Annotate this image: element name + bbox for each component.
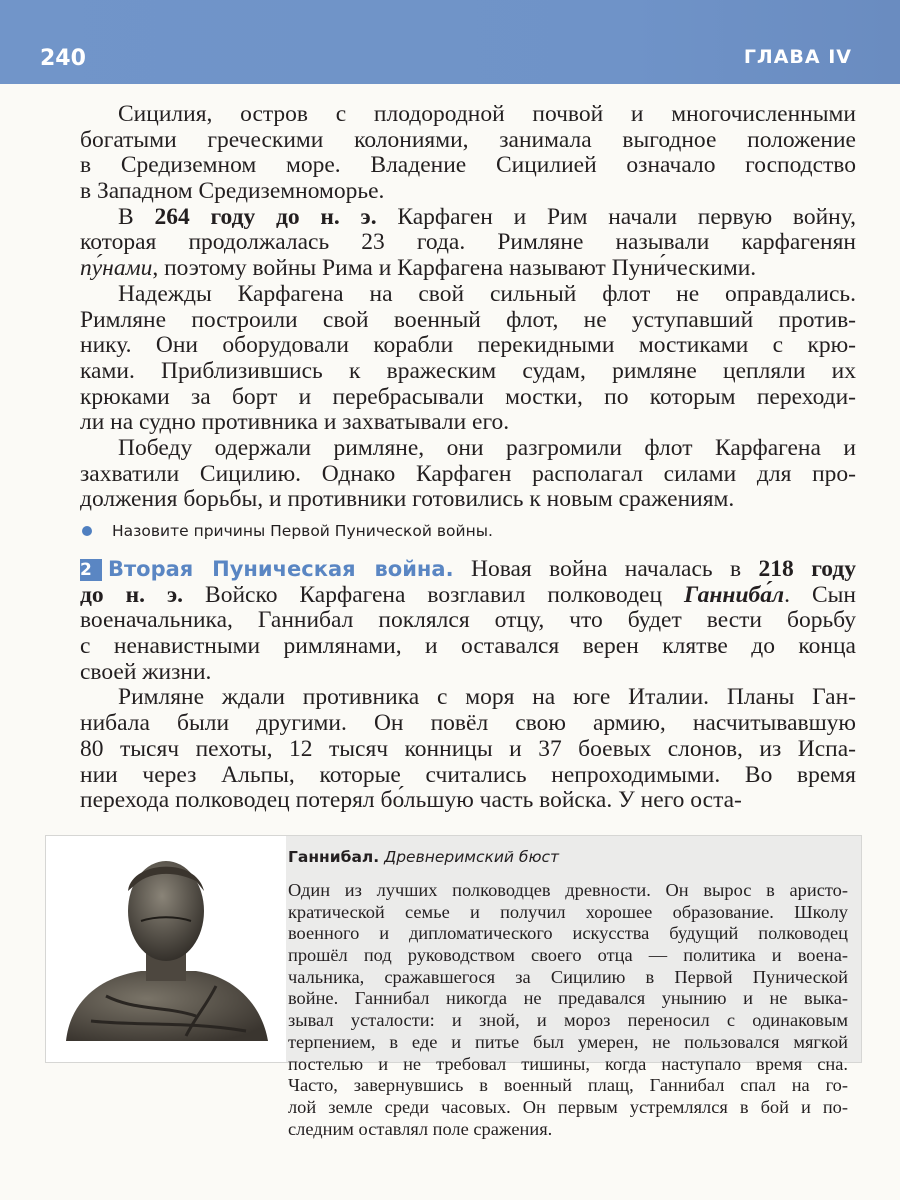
caption-line: прошёл под руководством своего отца — политика и воена- — [288, 945, 848, 966]
text-segment: . Сын — [784, 581, 856, 608]
caption-line: постелью и не требовал тишины, когда наступало время сна. — [288, 1053, 848, 1074]
review-question — [80, 519, 856, 543]
caption-title — [288, 846, 848, 868]
emphasis-text: 264 году до н. э. — [154, 203, 377, 230]
section-number-badge: 2 — [80, 559, 102, 581]
text-line: перехода полководец потерял бо́льшую часть войска. У него оста- — [80, 787, 742, 814]
text-line: ли на судно противника и захватывали его. — [80, 409, 510, 436]
text-line: в Средиземном море. Владение Сицилией означало господство — [80, 152, 856, 179]
caption-line: кратической семье и получил хорошее образование. Школу — [288, 901, 848, 922]
emphasis-text: до н. э. — [80, 581, 184, 608]
paragraph — [80, 685, 856, 813]
section-heading: Вторая Пуническая война. — [108, 557, 454, 581]
caption-line: чальника, сражавшегося за Сицилию в Первой Пунической — [288, 966, 848, 987]
caption-body — [288, 880, 848, 1140]
section1-text — [80, 102, 856, 513]
text-line: нии через Альпы, которые считались непроходимыми. Во время — [80, 761, 856, 788]
text-line: Победу одержали римляне, они разгромили флот Карфагена и — [118, 434, 856, 461]
page-header — [0, 0, 900, 84]
text-line: нибала были другими. Он повёл свою армию, насчитывавшую — [80, 710, 856, 737]
text-line: Римляне построили свой военный флот, не уступавший против- — [80, 306, 856, 333]
text-segment: Войско Карфагена возглавил полководец — [183, 581, 685, 608]
text-line: захватили Сицилию. Однако Карфаген располагал силами для про- — [80, 460, 856, 487]
text-line: Сицилия, остров с плодородной почвой и многочисленными — [118, 101, 856, 127]
paragraph — [80, 557, 856, 685]
caption-line: Один из лучших полководцев древности. Он вырос в аристо- — [288, 880, 848, 900]
text-line: должения борьбы, и противники готовились к новым сражениям. — [80, 486, 735, 513]
text-line: ками. Приблизившись к вражеским судам, римляне цепляли их — [80, 357, 856, 384]
text-segment: В — [118, 203, 155, 230]
text-line: 80 тысяч пехоты, 12 тысяч конницы и 37 боевых слонов, из Испа- — [80, 735, 856, 762]
text-line: с ненавистными римлянами, и оставался верен клятве до конца — [80, 633, 856, 660]
caption-line: зывал усталости: и зной, и мороз переносил с одинаковым — [288, 1010, 848, 1031]
paragraph — [80, 102, 856, 205]
text-line: военачальника, Ганнибал поклялся отцу, что будет вести борьбу — [80, 607, 856, 634]
paragraph — [80, 205, 856, 282]
caption-line: следним оставлял поле сражения. — [288, 1118, 553, 1139]
caption-line: войне. Ганнибал никогда не предавался унынию и не выка- — [288, 988, 848, 1009]
caption — [288, 846, 848, 1140]
caption-subtitle: Древнеримский бюст — [384, 848, 560, 866]
text-line: которая продолжалась 23 года. Римляне называли карфагенян — [80, 229, 856, 256]
hannibal-bust-image — [46, 836, 286, 1062]
caption-line: терпением, в еде и питье был умерен, не пользовался мягкой — [288, 1031, 848, 1052]
page-number: 240 — [40, 46, 86, 71]
paragraph — [80, 436, 856, 513]
question-bullet-icon — [82, 526, 92, 536]
text-line: нику. Они оборудовали корабли перекидными мостиками с крю- — [80, 332, 856, 359]
text-line — [80, 557, 856, 583]
caption-line: Часто, завернувшись в военный плащ, Ганнибал спал на го- — [288, 1075, 848, 1096]
bust-illustration-icon — [46, 836, 286, 1062]
text-line: в Западном Средиземноморье. — [80, 178, 385, 205]
emphasis-text: 218 году — [758, 556, 856, 582]
caption-name: Ганнибал. — [288, 848, 380, 866]
text-line — [80, 205, 856, 231]
caption-line: лой земле среди часовых. Он первым устремлялся в бой и по- — [288, 1096, 848, 1117]
text-segment: , поэтому войны Рима и Карфагена называют Пуни́ческими. — [152, 255, 757, 282]
text-segment: Карфаген и Рим начали первую войну, — [376, 203, 856, 230]
main-text — [80, 102, 856, 814]
text-line: Римляне ждали противника с моря на юге Италии. Планы Ган- — [118, 684, 856, 711]
text-line: богатыми греческими колониями, занимала выгодное положение — [80, 126, 856, 153]
emphasis-text: пу́нами — [80, 255, 153, 282]
text-segment: Новая война началась в — [453, 556, 759, 582]
emphasis-text: Ганниба́л — [684, 581, 785, 608]
chapter-label: ГЛАВА IV — [743, 46, 852, 68]
section2-text — [80, 557, 856, 814]
question-text: Назовите причины Первой Пунической войны. — [112, 522, 493, 540]
text-line — [80, 256, 856, 282]
paragraph — [80, 282, 856, 436]
caption-line: военного и дипломатического искусства будущий полководец — [288, 923, 848, 944]
text-line: Надежды Карфагена на свой сильный флот не оправдались. — [118, 280, 856, 307]
text-line — [80, 583, 856, 609]
text-line: крюками за борт и перебрасывали мостки, по которым переходи- — [80, 383, 856, 410]
text-line: своей жизни. — [80, 658, 212, 685]
